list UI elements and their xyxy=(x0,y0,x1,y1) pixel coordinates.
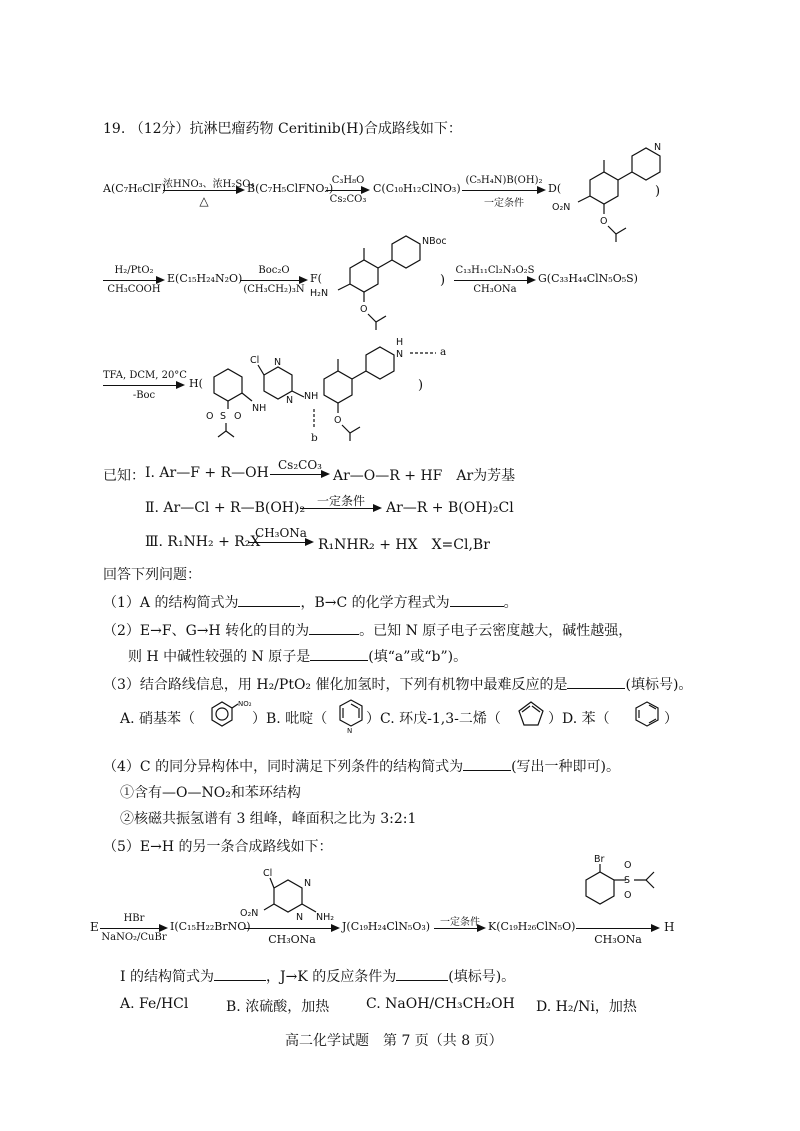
pyridine-structure xyxy=(336,696,366,734)
q4-condition-1: ①含有—O—NO₂和苯环结构 xyxy=(120,785,301,801)
arrow-F-G-bottom: CH₃ONa xyxy=(473,284,517,295)
known-3-right: R₁NHR₂ + HX X=Cl,Br xyxy=(318,537,490,553)
arrow-D-E-bottom: CH₃COOH xyxy=(107,284,161,295)
arrow-E-I xyxy=(100,913,168,943)
q5-blank-1[interactable] xyxy=(214,980,266,981)
q2-blank-2[interactable] xyxy=(310,660,368,661)
q5-part1: I 的结构简式为 xyxy=(120,969,214,985)
compound-D-open: D( xyxy=(548,182,562,195)
compound-A: A(C₇H₆ClF) xyxy=(103,182,166,195)
known-1-arrow-top: Cs₂CO₃ xyxy=(278,458,322,472)
cyclopentadiene-structure xyxy=(516,698,546,730)
F-nboc-label: NBoc xyxy=(422,236,447,247)
known-2-right: Ar—R + B(OH)₂Cl xyxy=(386,500,514,516)
known-3-arrow xyxy=(248,526,314,544)
benzene-structure xyxy=(632,698,662,730)
compound-H-open: H( xyxy=(189,377,203,390)
q1-part3: 。 xyxy=(503,595,518,611)
known-1-left: Ⅰ. Ar—F + R—OH xyxy=(145,465,269,481)
H-piperidine-N: N xyxy=(396,349,404,360)
reagent-O1: O xyxy=(624,860,632,871)
structure-D xyxy=(552,140,662,240)
q3-option-B: ）B. 吡啶（ xyxy=(252,711,328,727)
q3-option-A: A. 硝基苯（ xyxy=(120,711,196,727)
known-3-arrow-top: CH₃ONa xyxy=(255,526,307,540)
q2-line1 xyxy=(103,620,632,640)
q3-part2: (填标号)。 xyxy=(625,677,693,693)
compound-B: B(C₇H₅ClFNO₂) xyxy=(247,182,334,195)
q5-option-A: A. Fe/HCl xyxy=(120,996,189,1012)
pyridine-N-label: N xyxy=(654,142,662,153)
D-nitro-label: O₂N xyxy=(552,202,571,213)
q4-blank[interactable] xyxy=(463,770,511,771)
arrow-K-H-bottom: CH₃ONa xyxy=(594,933,642,946)
arrow-J-K xyxy=(434,917,486,930)
reagent-s-label: S xyxy=(624,875,631,886)
D-oxygen-label: O xyxy=(600,216,608,227)
H-piperidine-H: H xyxy=(396,337,404,348)
H-NH-left: NH xyxy=(252,403,267,414)
pyrimidine-N2: N xyxy=(286,395,294,406)
q4-condition-2: ②核磁共振氢谱有 3 组峰，峰面积之比为 3:2:1 xyxy=(120,811,417,827)
compound-F-open: F( xyxy=(310,272,322,285)
q1-part2: ，B→C 的化学方程式为 xyxy=(300,595,450,611)
known-3-left: Ⅲ. R₁NH₂ + R₂X xyxy=(145,534,261,550)
F-amine-label: H₂N xyxy=(310,288,329,299)
q2-line2 xyxy=(128,646,467,666)
known-1-arrow xyxy=(270,458,330,476)
reagent-br-label: Br xyxy=(594,854,605,865)
F-oxygen-label: O xyxy=(360,304,368,315)
page-footer: 高二化学试题 第 7 页（共 8 页） xyxy=(285,1033,503,1049)
structure-F xyxy=(310,230,450,330)
route2-E: E xyxy=(90,920,99,934)
arrow-G-H-bottom: -Boc xyxy=(132,390,156,401)
arrow-K-H xyxy=(576,928,660,946)
reagent-O2: O xyxy=(624,890,632,901)
route2-H: H xyxy=(664,920,675,934)
known-title: 已知： xyxy=(103,468,145,484)
q3-part1: （3）结合路线信息，用 H₂/PtO₂ 催化加氢时，下列有机物中最难反应的是 xyxy=(103,677,568,693)
reagent-N2: N xyxy=(296,912,304,923)
arrow-A-B xyxy=(163,179,255,208)
known-2-arrow xyxy=(300,494,382,510)
arrow-I-J xyxy=(244,928,340,946)
arrow-A-B-bottom: △ xyxy=(199,194,209,208)
q1-part1: （1）A 的结构简式为 xyxy=(103,595,239,611)
nitro-label: NO₂ xyxy=(238,700,252,708)
known-2-left: Ⅱ. Ar—Cl + R—B(OH)₂ xyxy=(145,500,306,516)
q5-option-C: C. NaOH/CH₃CH₂OH xyxy=(366,996,515,1012)
arrow-E-I-bottom: NaNO₂/CuBr xyxy=(101,932,167,943)
arrow-B-C xyxy=(326,175,370,205)
H-chloro-label: Cl xyxy=(250,355,260,366)
known-1-right: Ar—O—R + HF Ar为芳基 xyxy=(333,468,516,484)
label-a: a xyxy=(440,346,447,358)
label-b: b xyxy=(311,432,318,444)
arrow-F-G xyxy=(454,265,536,295)
compound-G: G(C₃₃H₄₄ClN₅O₅S) xyxy=(538,272,638,285)
reagent-no2-label: O₂N xyxy=(240,908,259,919)
reagent-nh2-label: NH₂ xyxy=(316,912,335,923)
H-NH-right: NH xyxy=(304,391,319,402)
compound-J: J(C₁₉H₂₄ClN₅O₃) xyxy=(342,920,431,933)
arrow-E-I-top: HBr xyxy=(123,913,145,924)
compound-F-close: ) xyxy=(440,273,446,288)
q5-option-D: D. H₂/Ni，加热 xyxy=(536,999,637,1015)
q5-part3: (填标号)。 xyxy=(448,969,516,985)
structure-bromo-reagent xyxy=(574,852,674,914)
arrow-D-E xyxy=(103,265,165,295)
q3-option-C: ）C. 环戊-1,3-二烯（ xyxy=(366,711,501,727)
reagent-N1: N xyxy=(304,878,312,889)
q3-option-end: ） xyxy=(664,711,678,727)
q2-part2: 。已知 N 原子电子云密度越大，碱性越强， xyxy=(359,623,633,639)
q1-blank-1[interactable] xyxy=(238,606,300,607)
q3-blank[interactable] xyxy=(567,688,625,689)
q1-blank-2[interactable] xyxy=(450,606,504,607)
nitrobenzene-structure xyxy=(204,698,252,732)
pyrimidine-N1: N xyxy=(274,357,282,368)
question-header: 19. （12分）抗淋巴瘤药物 Ceritinib(H)合成路线如下： xyxy=(103,121,462,137)
H-sulfonyl-O2: O xyxy=(234,411,242,422)
q4-part1: （4）C 的同分异构体中，同时满足下列条件的结构简式为 xyxy=(103,759,464,775)
q5-blank-2[interactable] xyxy=(396,980,448,981)
q5: （5）E→H 的另一条合成路线如下： xyxy=(103,839,333,855)
q5-part2: ，J→K 的反应条件为 xyxy=(265,969,397,985)
structure-H xyxy=(200,335,420,445)
q5-line xyxy=(120,966,515,986)
q2-part3: 则 H 中碱性较强的 N 原子是 xyxy=(128,649,311,665)
q2-part4: (填“a”或“b”)。 xyxy=(368,649,468,665)
arrow-F-G-top: C₁₃H₁₁Cl₂N₃O₂S xyxy=(455,265,535,276)
H-sulfonyl-O1: O xyxy=(206,411,214,422)
arrow-G-H-top: TFA, DCM, 20°C xyxy=(103,370,187,381)
q2-part1: （2）E→F、G→H 转化的目的为 xyxy=(103,623,310,639)
arrow-E-F-bottom: (CH₃CH₂)₃N xyxy=(243,284,305,295)
structure-pyrimidine-reagent xyxy=(240,862,350,932)
H-ether-O: O xyxy=(334,415,342,426)
arrow-G-H xyxy=(103,370,187,401)
arrow-E-F-top: Boc₂O xyxy=(258,265,290,276)
pyridine-n-label: N xyxy=(347,727,353,735)
q4 xyxy=(103,756,620,776)
known-2-arrow-top: 一定条件 xyxy=(316,494,365,508)
H-sulfur-label: S xyxy=(220,411,227,422)
q1 xyxy=(103,592,518,612)
compound-D-close: ) xyxy=(655,184,661,199)
reagent-cl-label: Cl xyxy=(263,868,273,879)
arrow-J-K-top: 一定条件 xyxy=(440,917,480,928)
q3-option-D: ）D. 苯（ xyxy=(548,711,610,727)
compound-H-close: ) xyxy=(418,378,424,393)
arrow-B-C-bottom: Cs₂CO₃ xyxy=(329,194,367,205)
arrow-C-D xyxy=(462,175,546,209)
compound-E: E(C₁₅H₂₄N₂O) xyxy=(167,272,243,285)
q3 xyxy=(103,674,692,694)
compound-C: C(C₁₀H₁₂ClNO₃) xyxy=(373,182,461,195)
q2-blank-1[interactable] xyxy=(309,634,359,635)
arrow-E-F xyxy=(240,265,308,295)
arrow-C-D-top: (C₅H₄N)B(OH)₂ xyxy=(465,175,543,186)
compound-K: K(C₁₉H₂₆ClN₅O) xyxy=(488,920,576,933)
arrow-B-C-top: C₃H₈O xyxy=(331,175,365,186)
arrow-I-J-bottom: CH₃ONa xyxy=(268,933,316,946)
compound-I: I(C₁₅H₂₂BrNO) xyxy=(170,920,251,933)
q4-part2: (写出一种即可)。 xyxy=(511,759,621,775)
arrow-C-D-bottom: 一定条件 xyxy=(484,198,524,209)
arrow-A-B-top: 浓HNO₃、浓H₂SO₄ xyxy=(163,179,255,190)
answer-intro: 回答下列问题： xyxy=(103,567,201,583)
arrow-D-E-top: H₂/PtO₂ xyxy=(114,265,154,276)
q5-option-B: B. 浓硫酸，加热 xyxy=(226,999,330,1015)
